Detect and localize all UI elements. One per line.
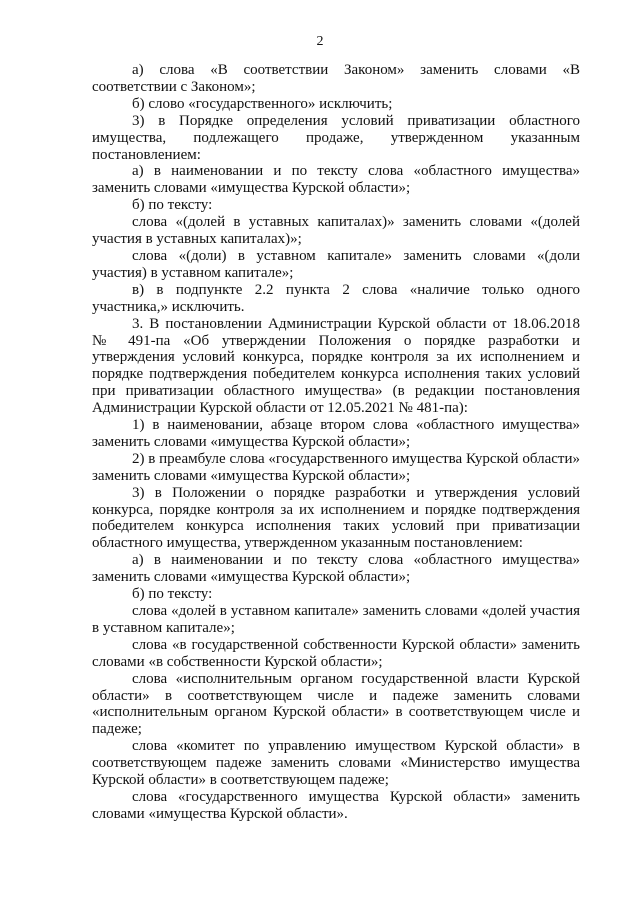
- paragraph: а) слова «В соответствии Законом» заменить словами «В соответствии с Законом»;: [92, 62, 580, 95]
- page-number: 2: [316, 34, 324, 49]
- paragraph: 1) в наименовании, абзаце втором слова «областного имущества» заменить словами «имущества Курской области»;: [92, 417, 580, 450]
- paragraph: а) в наименовании и по тексту слова «областного имущества» заменить словами «имущества Курской области»;: [92, 163, 580, 197]
- paragraph: слова «(доли) в уставном капитале» заменить словами «(доли участия) в уставном капитале»;: [92, 247, 580, 281]
- paragraph: слова «исполнительным органом государственной власти Курской области» в соответствующем числе и падеже заменить словами «исполнительным органом Курской области» в соответствующем числе и падеже;: [92, 670, 580, 738]
- paragraph: слова «(долей в уставных капиталах)» заменить словами «(долей участия в уставных капиталах)»;: [92, 214, 580, 248]
- paragraph: б) слово «государственного» исключить;: [132, 95, 393, 112]
- paragraph: слова «комитет по управлению имуществом Курской области» в соответствующем падеже заменить словами «Министерство имущества Курской области» в соответствующем падеже;: [92, 738, 580, 789]
- paragraph: в) в подпункте 2.2 пункта 2 слова «наличие только одного участника,» исключить.: [92, 281, 580, 315]
- paragraph: б) по тексту:: [132, 586, 213, 603]
- document-body: [92, 62, 580, 823]
- paragraph: 3) в Положении о порядке разработки и утверждения условий конкурса, порядке контроля за их исполнением и порядке подтверждения победителем конкурса исполнения таких условий при приватизации областного имущества, утвержденном указанным постановлением:: [92, 484, 580, 552]
- paragraph: 2) в преамбуле слова «государственного имущества Курской области» заменить словами «имущества Курской области»;: [92, 450, 580, 484]
- paragraph: 3. В постановлении Администрации Курской области от 18.06.2018 № 491-па «Об утверждении Положения о порядке разработки и утверждения условий конкурса, порядке контроля за их исполнением и порядке подтверждения победителем конкурса исполнения таких условий при приватизации областного имущества» (в редакции постановления Администрации Курской области от 12.05.2021 № 481-па):: [92, 315, 580, 417]
- paragraph: б) по тексту:: [132, 197, 213, 214]
- paragraph: слова «государственного имущества Курской области» заменить словами «имущества Курской области».: [92, 788, 580, 822]
- paragraph: а) в наименовании и по тексту слова «областного имущества» заменить словами «имущества Курской области»;: [92, 552, 580, 586]
- paragraph: слова «долей в уставном капитале» заменить словами «долей участия в уставном капитале»;: [92, 603, 580, 636]
- paragraph: 3) в Порядке определения условий приватизации областного имущества, подлежащего продаже, утвержденном указанным постановлением:: [92, 112, 580, 163]
- paragraph: слова «в государственной собственности Курской области» заменить словами «в собственности Курской области»;: [92, 636, 580, 670]
